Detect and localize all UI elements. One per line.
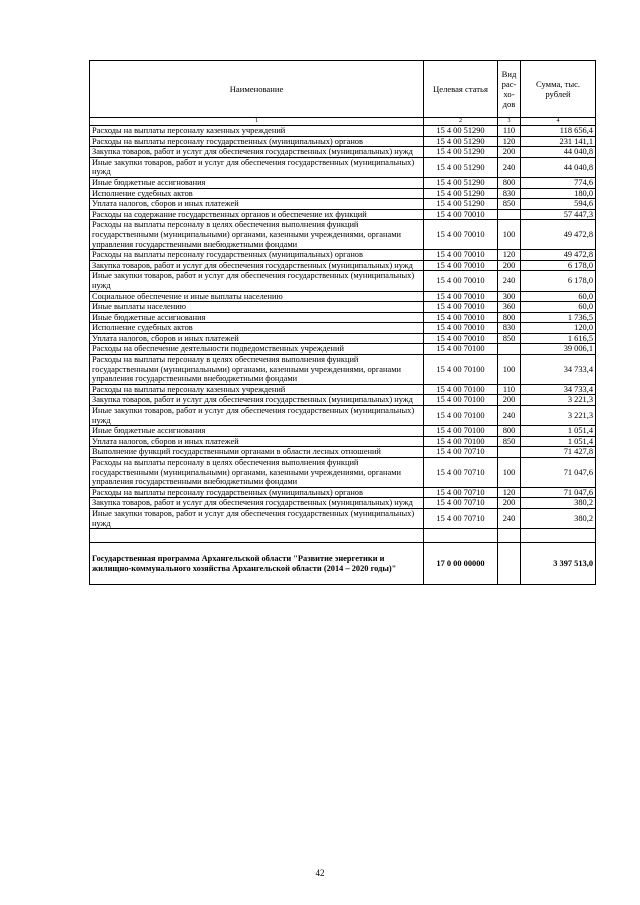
row-code: 15 4 00 70010 [424, 323, 498, 334]
row-code: 15 4 00 70100 [424, 355, 498, 385]
table-row [90, 157, 596, 177]
row-code: 15 4 00 70100 [424, 344, 498, 355]
header-vid: Вид рас-хо-дов [498, 61, 521, 118]
row-name: Расходы на выплаты персоналу в целях обеспечения выполнения функций государственными (муниципальными) органами, казенными учреждениями, органами управления государственными внебюджетными фондами [90, 458, 424, 488]
row-sum: 1 616,5 [521, 333, 596, 344]
row-vid: 850 [498, 436, 521, 447]
header-name: Наименование [90, 61, 424, 118]
row-code: 15 4 00 70010 [424, 250, 498, 261]
row-vid: 240 [498, 157, 521, 177]
row-name: Уплата налогов, сборов и иных платежей [90, 436, 424, 447]
row-name: Расходы на обеспечение деятельности подведомственных учреждений [90, 344, 424, 355]
row-name: Расходы на выплаты персоналу в целях обеспечения выполнения функций государственными (муниципальными) органами, казенными учреждениями, органами управления государственными внебюджетными фондами [90, 355, 424, 385]
row-sum: 594,6 [521, 199, 596, 210]
row-name: Социальное обеспечение и иные выплаты населению [90, 291, 424, 302]
table-row [90, 498, 596, 509]
row-name: Расходы на выплаты персоналу казенных учреждений [90, 126, 424, 137]
row-name: Расходы на выплаты персоналу государственных (муниципальных) органов [90, 136, 424, 147]
row-vid: 800 [498, 312, 521, 323]
row-vid: 200 [498, 395, 521, 406]
row-sum: 118 656,4 [521, 126, 596, 137]
row-name: Расходы на содержание государственных органов и обеспечение их функций [90, 209, 424, 220]
row-code: 15 4 00 70100 [424, 426, 498, 437]
row-sum: 3 397 513,0 [521, 543, 596, 585]
row-vid: 300 [498, 291, 521, 302]
row-sum: 120,0 [521, 323, 596, 334]
header-sum: Сумма, тыс. рублей [521, 61, 596, 118]
row-vid: 360 [498, 302, 521, 313]
row-code: 15 4 00 51290 [424, 157, 498, 177]
row-name: Закупка товаров, работ и услуг для обеспечения государственных (муниципальных) нужд [90, 498, 424, 509]
index-cell: 3 [498, 118, 521, 126]
table-row [90, 220, 596, 250]
row-vid: 800 [498, 426, 521, 437]
row-sum: 6 178,0 [521, 260, 596, 271]
row-code: 15 4 00 70710 [424, 508, 498, 528]
table-row [90, 426, 596, 437]
row-sum: 231 141,1 [521, 136, 596, 147]
header-code: Целевая статья [424, 61, 498, 118]
row-code: 15 4 00 70100 [424, 395, 498, 406]
row-name: Государственная программа Архангельской области "Развитие энергетики и жилищно-коммунального хозяйства Архангельской области (2014 – 2020 годы)" [90, 543, 424, 585]
row-sum: 71 427,8 [521, 447, 596, 458]
row-sum: 380,2 [521, 498, 596, 509]
row-code: 15 4 00 51290 [424, 188, 498, 199]
table-row [90, 344, 596, 355]
table-row [90, 291, 596, 302]
row-vid: 110 [498, 384, 521, 395]
row-name: Расходы на выплаты персоналу в целях обеспечения выполнения функций государственными (муниципальными) органами, казенными учреждениями, органами управления государственными внебюджетными фондами [90, 220, 424, 250]
empty-cell [498, 529, 521, 543]
row-code: 15 4 00 70010 [424, 333, 498, 344]
row-vid: 240 [498, 406, 521, 426]
table-row [90, 508, 596, 528]
row-vid: 850 [498, 199, 521, 210]
row-vid: 100 [498, 220, 521, 250]
row-code: 15 4 00 70010 [424, 209, 498, 220]
row-vid: 120 [498, 250, 521, 261]
row-vid: 200 [498, 147, 521, 158]
row-sum: 39 006,1 [521, 344, 596, 355]
row-code: 15 4 00 51290 [424, 126, 498, 137]
row-vid: 830 [498, 188, 521, 199]
table-row [90, 126, 596, 137]
row-name: Иные выплаты населению [90, 302, 424, 313]
row-vid: 240 [498, 271, 521, 291]
empty-cell [521, 529, 596, 543]
row-vid: 200 [498, 498, 521, 509]
index-row [90, 118, 596, 126]
row-sum: 3 221,3 [521, 395, 596, 406]
row-vid: 100 [498, 458, 521, 488]
row-name: Уплата налогов, сборов и иных платежей [90, 333, 424, 344]
table-row [90, 271, 596, 291]
row-sum: 774,6 [521, 177, 596, 188]
row-name: Расходы на выплаты персоналу казенных учреждений [90, 384, 424, 395]
row-name: Закупка товаров, работ и услуг для обеспечения государственных (муниципальных) нужд [90, 395, 424, 406]
row-code: 15 4 00 51290 [424, 136, 498, 147]
row-sum: 49 472,8 [521, 250, 596, 261]
row-code: 15 4 00 70010 [424, 302, 498, 313]
table-row [90, 250, 596, 261]
row-sum: 71 047,6 [521, 458, 596, 488]
row-code: 15 4 00 70710 [424, 498, 498, 509]
table-row [90, 406, 596, 426]
row-vid: 200 [498, 260, 521, 271]
row-sum: 71 047,6 [521, 487, 596, 498]
row-vid: 830 [498, 323, 521, 334]
table-row [90, 177, 596, 188]
row-vid [498, 344, 521, 355]
table-row [90, 260, 596, 271]
header-row [90, 61, 596, 118]
row-sum: 1 051,4 [521, 426, 596, 437]
row-name: Иные закупки товаров, работ и услуг для обеспечения государственных (муниципальных) нужд [90, 406, 424, 426]
row-sum: 380,2 [521, 508, 596, 528]
table-row [90, 355, 596, 385]
row-vid: 800 [498, 177, 521, 188]
table-row [90, 209, 596, 220]
row-name: Закупка товаров, работ и услуг для обеспечения государственных (муниципальных) нужд [90, 147, 424, 158]
row-name: Иные бюджетные ассигнования [90, 312, 424, 323]
row-sum: 34 733,4 [521, 355, 596, 385]
row-vid: 240 [498, 508, 521, 528]
row-sum: 3 221,3 [521, 406, 596, 426]
table-row [90, 333, 596, 344]
row-code: 15 4 00 51290 [424, 199, 498, 210]
empty-cell [90, 529, 424, 543]
row-name: Исполнение судебных актов [90, 323, 424, 334]
index-cell: 4 [521, 118, 596, 126]
row-vid: 850 [498, 333, 521, 344]
row-name: Закупка товаров, работ и услуг для обеспечения государственных (муниципальных) нужд [90, 260, 424, 271]
row-code: 15 4 00 51290 [424, 177, 498, 188]
row-name: Иные бюджетные ассигнования [90, 177, 424, 188]
page-number: 42 [315, 868, 325, 878]
row-vid: 120 [498, 136, 521, 147]
row-code: 15 4 00 70010 [424, 220, 498, 250]
table-row [90, 458, 596, 488]
row-name: Иные бюджетные ассигнования [90, 426, 424, 437]
row-vid [498, 447, 521, 458]
row-sum: 6 178,0 [521, 271, 596, 291]
table-row [90, 188, 596, 199]
total-row [90, 543, 596, 585]
row-sum: 49 472,8 [521, 220, 596, 250]
row-vid: 110 [498, 126, 521, 137]
row-sum: 57 447,3 [521, 209, 596, 220]
table-row [90, 447, 596, 458]
index-cell: 1 [90, 118, 424, 126]
index-cell: 2 [424, 118, 498, 126]
row-code: 15 4 00 70100 [424, 384, 498, 395]
spacer-row [90, 529, 596, 543]
row-name: Иные закупки товаров, работ и услуг для обеспечения государственных (муниципальных) нужд [90, 157, 424, 177]
budget-table [89, 60, 596, 585]
row-sum: 44 040,8 [521, 157, 596, 177]
row-sum: 44 040,8 [521, 147, 596, 158]
row-name: Исполнение судебных актов [90, 188, 424, 199]
row-code: 15 4 00 70710 [424, 458, 498, 488]
row-vid: 100 [498, 355, 521, 385]
table-row [90, 487, 596, 498]
row-name: Выполнение функций государственными органами в области лесных отношений [90, 447, 424, 458]
table-row [90, 199, 596, 210]
table-row [90, 312, 596, 323]
row-name: Расходы на выплаты персоналу государственных (муниципальных) органов [90, 487, 424, 498]
row-code: 15 4 00 70010 [424, 312, 498, 323]
row-sum: 1 051,4 [521, 436, 596, 447]
row-vid [498, 209, 521, 220]
row-code: 17 0 00 00000 [424, 543, 498, 585]
row-code: 15 4 00 70100 [424, 406, 498, 426]
row-vid: 120 [498, 487, 521, 498]
table-row [90, 323, 596, 334]
row-code: 15 4 00 70010 [424, 271, 498, 291]
row-vid [498, 543, 521, 585]
row-sum: 1 736,5 [521, 312, 596, 323]
row-code: 15 4 00 70710 [424, 487, 498, 498]
table-row [90, 436, 596, 447]
empty-cell [424, 529, 498, 543]
table-row [90, 302, 596, 313]
row-name: Иные закупки товаров, работ и услуг для обеспечения государственных (муниципальных) нужд [90, 508, 424, 528]
row-name: Иные закупки товаров, работ и услуг для обеспечения государственных (муниципальных) нужд [90, 271, 424, 291]
table-row [90, 147, 596, 158]
row-code: 15 4 00 70710 [424, 447, 498, 458]
row-code: 15 4 00 51290 [424, 147, 498, 158]
row-code: 15 4 00 70010 [424, 291, 498, 302]
row-name: Расходы на выплаты персоналу государственных (муниципальных) органов [90, 250, 424, 261]
row-sum: 60,0 [521, 291, 596, 302]
table-row [90, 384, 596, 395]
table-row [90, 136, 596, 147]
row-code: 15 4 00 70010 [424, 260, 498, 271]
row-code: 15 4 00 70100 [424, 436, 498, 447]
row-sum: 180,0 [521, 188, 596, 199]
row-sum: 60,0 [521, 302, 596, 313]
row-name: Уплата налогов, сборов и иных платежей [90, 199, 424, 210]
table-row [90, 395, 596, 406]
row-sum: 34 733,4 [521, 384, 596, 395]
